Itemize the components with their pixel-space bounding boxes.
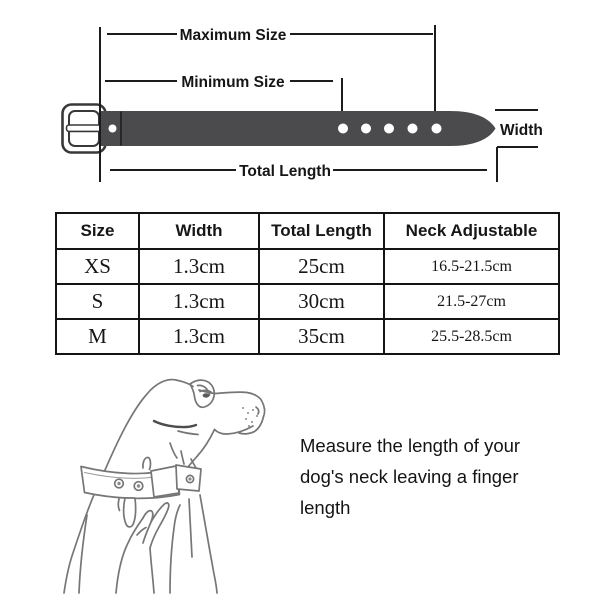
cell-neck-adjustable: 21.5-27cm	[384, 284, 559, 319]
header-size: Size	[56, 213, 139, 249]
belt-strap	[100, 111, 496, 146]
collar-strap-end	[118, 498, 135, 527]
cell-neck-adjustable: 25.5-28.5cm	[384, 319, 559, 354]
belt-hole-4	[408, 124, 418, 134]
cell-size: S	[56, 284, 139, 319]
minimum-size-label: Minimum Size	[181, 74, 285, 91]
belt-hole-3	[384, 124, 394, 134]
table-row-s	[56, 284, 559, 319]
cell-total-length: 35cm	[259, 319, 384, 354]
instruction-line: dog's neck leaving a finger	[300, 466, 519, 487]
dog-mouth-line	[154, 421, 196, 427]
cell-total-length: 30cm	[259, 284, 384, 319]
header-neck-adjustable: Neck Adjustable	[384, 213, 559, 249]
size-table-header-row	[56, 213, 559, 249]
cell-total-length: 25cm	[259, 249, 384, 284]
total-length-label: Total Length	[239, 163, 331, 180]
cell-width: 1.3cm	[139, 319, 259, 354]
cell-size: XS	[56, 249, 139, 284]
belt-hole-buckle-end	[109, 125, 117, 133]
maximum-size-label: Maximum Size	[179, 27, 287, 44]
belt-hole-1	[338, 124, 348, 134]
belt-hole-2	[361, 124, 371, 134]
cell-neck-adjustable: 16.5-21.5cm	[384, 249, 559, 284]
table-row-m	[56, 319, 559, 354]
belt-measurement-diagram	[0, 0, 600, 200]
header-width: Width	[139, 213, 259, 249]
instruction-text	[300, 430, 560, 523]
cell-size: M	[56, 319, 139, 354]
width-label: Width	[500, 122, 543, 139]
cell-width: 1.3cm	[139, 249, 259, 284]
size-table	[55, 212, 560, 355]
cell-width: 1.3cm	[139, 284, 259, 319]
instruction-line: Measure the length of your	[300, 435, 521, 456]
collar-keeper	[151, 466, 179, 497]
instruction-line: length	[300, 497, 351, 518]
belt-hole-5	[432, 124, 442, 134]
collar-band	[81, 457, 201, 498]
dimension-lines	[105, 25, 538, 182]
table-row-xs	[56, 249, 559, 284]
dog-collar-illustration	[50, 365, 270, 595]
dog-whisker-dots	[242, 407, 258, 427]
header-total-length: Total Length	[259, 213, 384, 249]
